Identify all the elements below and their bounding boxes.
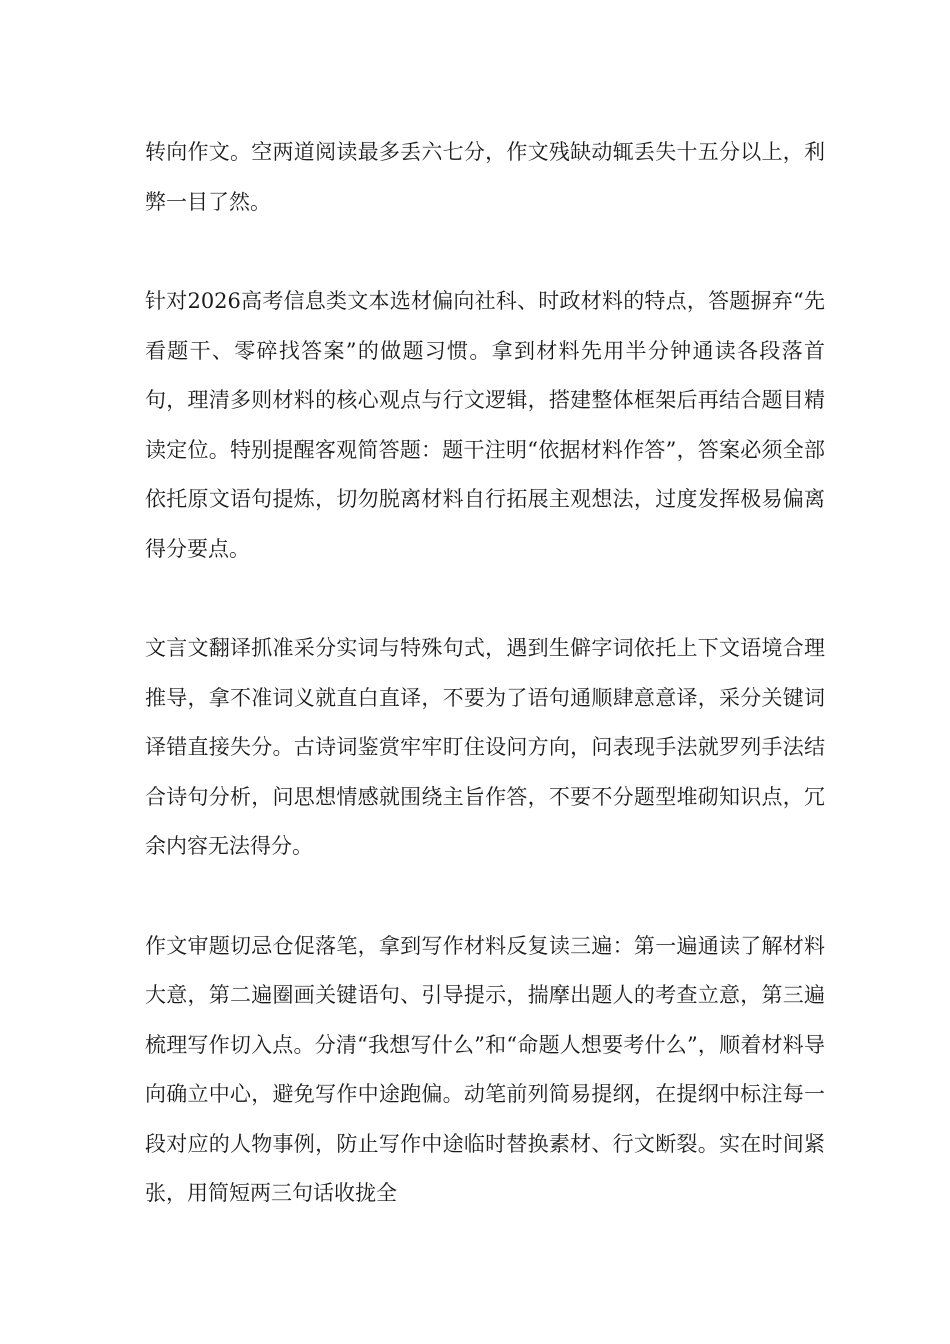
paragraph-informational-text: 针对2026高考信息类文本选材偏向社科、时政材料的特点，答题摒弃“先看题干、零碎找答案”的做题习惯。拿到材料先用半分钟通读各段落首句，理清多则材料的核心观点与行文逻辑，搭建整体框架后再结合题目精读定位。特别提醒客观简答题：题干注明“依据材料作答”，答案必须全部依托原文语句提炼，切勿脱离材料自行拓展主观想法，过度发挥极易偏离得分要点。 bbox=[145, 289, 825, 561]
paragraph-essay-tradeoff: 转向作文。空两道阅读最多丢六七分，作文残缺动辄丢失十五分以上，利弊一目了然。 bbox=[145, 140, 825, 214]
paragraph-essay-topic-review: 作文审题切忌仓促落笔，拿到写作材料反复读三遍：第一遍通读了解材料大意，第二遍圈画关键语句、引导提示，揣摩出题人的考查立意，第三遍梳理写作切入点。分清“我想写什么”和“命题人想要考什么”，顺着材料导向确立中心，避免写作中途跑偏。动笔前列简易提纲，在提纲中标注每一段对应的人物事例，防止写作中途临时替换素材、行文断裂。实在时间紧张，用简短两三句话收拢全 bbox=[145, 933, 825, 1205]
paragraph-classical-chinese: 文言文翻译抓准采分实词与特殊句式，遇到生僻字词依托上下文语境合理推导，拿不准词义就直白直译，不要为了语句通顺肆意意译，采分关键词译错直接失分。古诗词鉴赏牢牢盯住设问方向，问表现手法就罗列手法结合诗句分析，问思想情感就围绕主旨作答，不要不分题型堆砌知识点，冗余内容无法得分。 bbox=[145, 636, 825, 858]
document-body bbox=[145, 128, 825, 1219]
